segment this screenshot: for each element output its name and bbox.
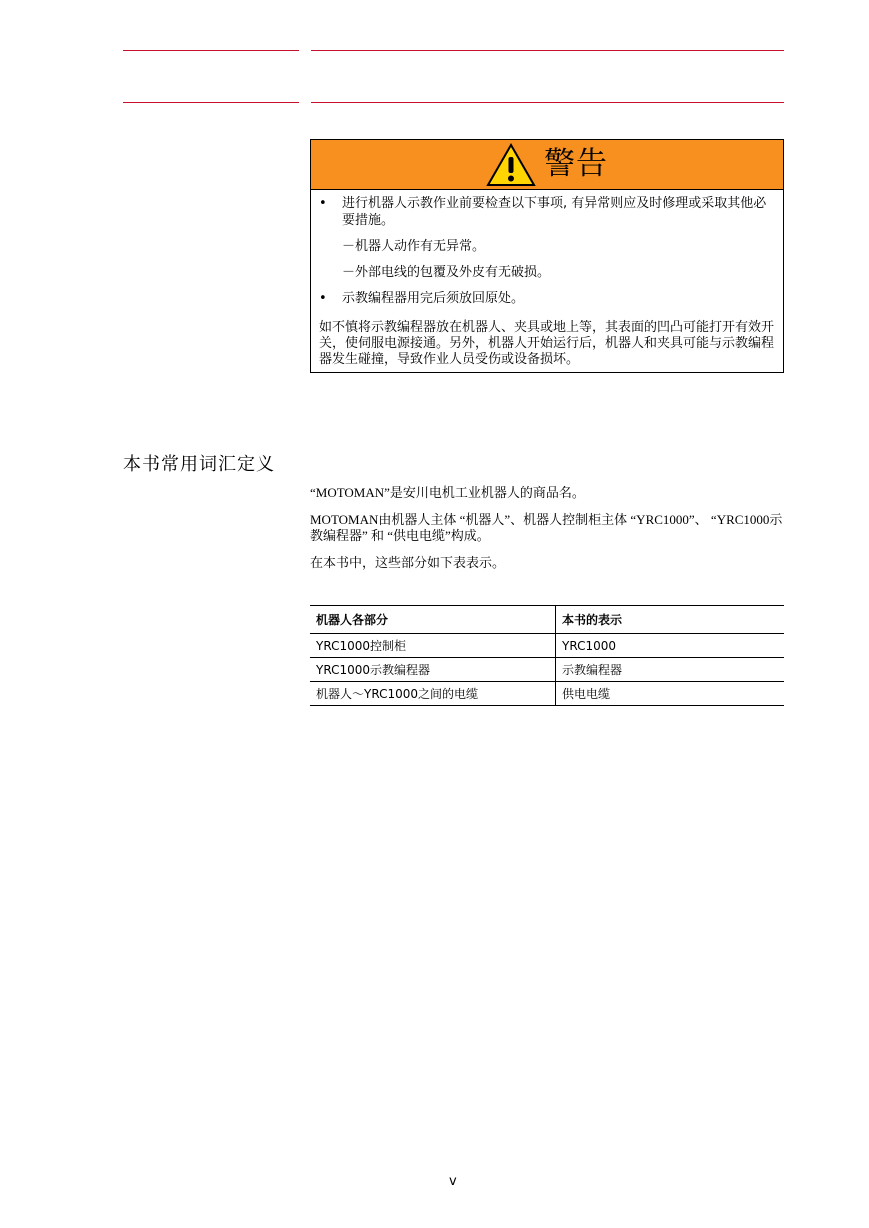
table-row (310, 682, 784, 706)
header-rule-right-top (311, 50, 784, 51)
table-cell: 机器人～YRC1000之间的电缆 (310, 682, 556, 706)
warning-note: 如不慎将示教编程器放在机器人、夹具或地上等，其表面的凹凸可能打开有效开关，使伺服电源接通。另外，机器人开始运行后，机器人和夹具可能与示教编程器发生碰撞，导致作业人员受伤或设备损坏。 (319, 319, 775, 366)
header-rule-left-top (123, 50, 299, 51)
terms-table (310, 605, 784, 706)
section-title: 本书常用词汇定义 (123, 454, 275, 475)
header-rule-left-bottom (123, 102, 299, 103)
table-row (310, 658, 784, 682)
table-row (310, 634, 784, 658)
warning-subitem: －外部电线的包覆及外皮有无破损。 (342, 265, 551, 280)
table-cell: 示教编程器 (556, 658, 785, 682)
table-cell: YRC1000示教编程器 (310, 658, 556, 682)
page-number: v (449, 1174, 457, 1189)
table-cell: 供电电缆 (556, 682, 785, 706)
paragraph: MOTOMAN由机器人主体 “机器人”、机器人控制柜主体 “YRC1000”、 “YRC1000示教编程器” 和 “供电电缆”构成。 (310, 512, 783, 543)
warning-subitem: －机器人动作有无异常。 (342, 239, 486, 254)
table-cell: YRC1000控制柜 (310, 634, 556, 658)
warning-box: 警告 • 进行机器人示教作业前要检查以下事项, 有异常则应及时修理或采取其他必要措施。 －机器人动作有无异常。 －外部电线的包覆及外皮有无破损。 • 示教编程器用完后须放回原处。 如不慎将示教编程器放在机器人、夹具或地上等，其表面的凹凸可能打开有效开关，使伺服电源接通。另外，机器人开始运行后，机器人和夹具可能与示教编程器发生碰撞，导致作业人员受伤或设备损坏。 (310, 139, 784, 373)
header-rule-right-bottom (311, 102, 784, 103)
warning-title: 警告 (544, 146, 608, 182)
warning-triangle-icon (486, 143, 536, 187)
paragraph: 在本书中，这些部分如下表表示。 (310, 555, 506, 570)
bullet-icon: • (319, 196, 327, 211)
paragraph: “MOTOMAN”是安川电机工业机器人的商品名。 (310, 485, 585, 500)
table-header-cell: 本书的表示 (556, 606, 785, 634)
table-header-cell: 机器人各部分 (310, 606, 556, 634)
bullet-icon: • (319, 291, 327, 306)
table-cell: YRC1000 (556, 634, 785, 658)
warning-header (311, 140, 783, 190)
table-header-row (310, 606, 784, 634)
